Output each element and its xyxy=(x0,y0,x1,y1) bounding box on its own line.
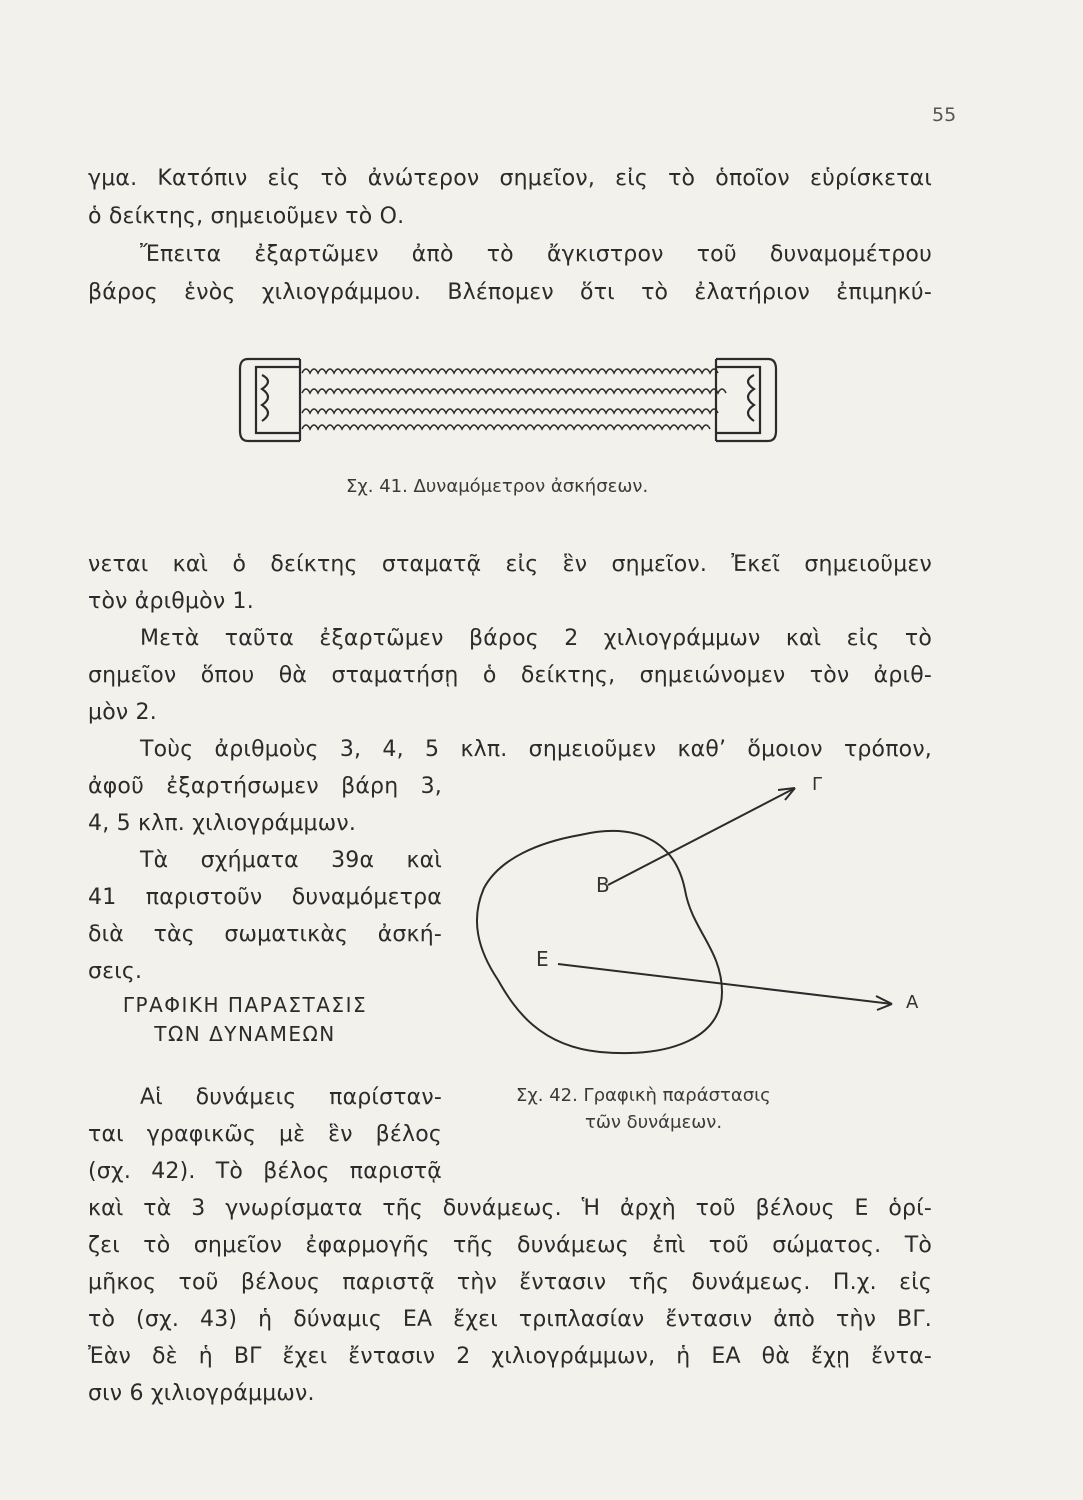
text-line: μῆκος τοῦ βέλους παριστᾷ τὴν ἔντασιν τῆς δυνάμεως. Π.χ. εἰς xyxy=(88,1270,932,1295)
section-heading: ΓΡΑΦΙΚΗ ΠΑΡΑΣΤΑΣΙΣ xyxy=(122,993,368,1017)
figure-42-caption: Σχ. 42. Γραφικὴ παράστασις xyxy=(516,1085,771,1106)
force-arrow-ea xyxy=(558,964,892,1004)
text-line: ὁ δείκτης, σημειοῦμεν τὸ Ο. xyxy=(88,204,405,229)
text-line: Αἱ δυνάμεις παρίσταν- xyxy=(140,1085,442,1110)
text-line: Τοὺς ἀριθμοὺς 3, 4, 5 κλπ. σημειοῦμεν καθ’ ὅμοιον τρόπον, xyxy=(140,737,932,762)
page-number: 55 xyxy=(932,104,957,126)
text-line: Μετὰ ταῦτα ἐξαρτῶμεν βάρος 2 χιλιογράμμων καὶ εἰς τὸ xyxy=(140,626,932,651)
text-line: Τὰ σχήματα 39α καὶ xyxy=(140,848,442,873)
text-line: ται γραφικῶς μὲ ἓν βέλος xyxy=(88,1122,442,1147)
label-a: Α xyxy=(906,992,919,1013)
text-line: βάρος ἑνὸς χιλιογράμμου. Βλέπομεν ὅτι τὸ ἐλατήριον ἐπιμηκύ- xyxy=(88,280,932,305)
text-line: σεις. xyxy=(88,959,143,984)
figure-41-caption: Σχ. 41. Δυναμόμετρον ἀσκήσεων. xyxy=(346,476,649,497)
figure-42-force-diagram xyxy=(460,770,930,1060)
text-line: σημεῖον ὅπου θὰ σταματήσῃ ὁ δείκτης, σημειώνομεν τὸν ἀριθ- xyxy=(88,663,932,688)
text-line: μὸν 2. xyxy=(88,700,157,725)
text-line: γμα. Κατόπιν εἰς τὸ ἀνώτερον σημεῖον, εἰς τὸ ὁποῖον εὑρίσκεται xyxy=(88,166,932,191)
label-g: Γ xyxy=(812,774,823,795)
section-heading: ΤΩΝ ΔΥΝΑΜΕΩΝ xyxy=(154,1022,336,1046)
figure-42-caption: τῶν δυνάμεων. xyxy=(585,1112,723,1133)
text-line: Ἐὰν δὲ ἡ ΒΓ ἔχει ἔντασιν 2 χιλιογράμμων, ἡ ΕΑ θὰ ἔχῃ ἔντα- xyxy=(88,1344,932,1369)
body-outline xyxy=(477,831,722,1053)
left-handle xyxy=(240,359,300,441)
text-line: σιν 6 χιλιογράμμων. xyxy=(88,1381,315,1406)
text-line: νεται καὶ ὁ δείκτης σταματᾷ εἰς ἓν σημεῖον. Ἐκεῖ σημειοῦμεν xyxy=(88,552,932,577)
force-arrow-bg xyxy=(608,788,795,885)
text-line: 41 παριστοῦν δυναμόμετρα xyxy=(88,885,442,910)
text-line: διὰ τὰς σωματικὰς ἀσκή- xyxy=(88,922,442,947)
text-line: (σχ. 42). Τὸ βέλος παριστᾷ xyxy=(88,1159,442,1184)
figure-41-dynamometer xyxy=(240,345,780,455)
right-handle xyxy=(716,359,776,441)
label-e: Ε xyxy=(536,947,549,971)
text-line: 4, 5 κλπ. χιλιογράμμων. xyxy=(88,811,357,836)
text-line: ἀφοῦ ἐξαρτήσωμεν βάρη 3, xyxy=(88,774,442,799)
springs xyxy=(302,369,726,429)
text-line: ζει τὸ σημεῖον ἐφαρμογῆς τῆς δυνάμεως ἐπὶ τοῦ σώματος. Τὸ xyxy=(88,1233,932,1258)
text-line: καὶ τὰ 3 γνωρίσματα τῆς δυνάμεως. Ἡ ἀρχὴ τοῦ βέλους Ε ὁρί- xyxy=(88,1196,932,1221)
text-line: Ἔπειτα ἐξαρτῶμεν ἀπὸ τὸ ἄγκιστρον τοῦ δυναμομέτρου xyxy=(140,242,932,267)
text-line: τὸν ἀριθμὸν 1. xyxy=(88,589,254,614)
text-line: τὸ (σχ. 43) ἡ δύναμις ΕΑ ἔχει τριπλασίαν ἔντασιν ἀπὸ τὴν ΒΓ. xyxy=(88,1307,932,1332)
label-b: Β xyxy=(596,873,610,897)
